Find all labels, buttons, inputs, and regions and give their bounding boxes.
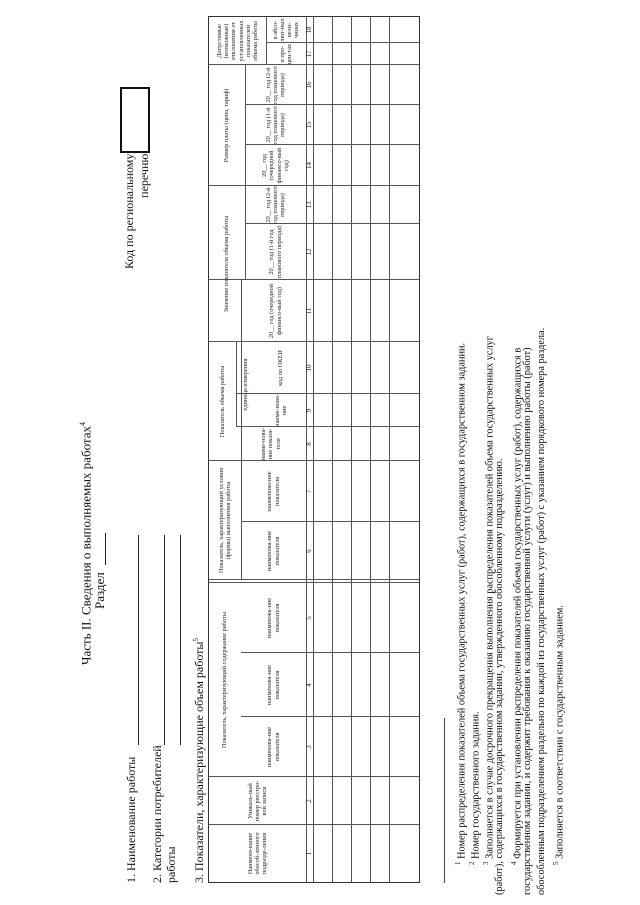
work-volume-table — [208, 16, 420, 883]
consumers-label: 2. Категории потребителей работы — [150, 745, 178, 883]
header-okei-code: код по ОКЕИ — [277, 350, 285, 386]
col-number-6: 6 — [304, 549, 313, 553]
header-subdivision-name: Наимено-вание обособ-ленного подразде-ления — [246, 832, 269, 875]
header-volume-indicator: Показатель объема работы — [218, 365, 226, 438]
col-number-12: 12 — [304, 248, 313, 256]
col-number-17: 17 — [304, 50, 313, 58]
col-number-2: 2 — [304, 799, 313, 803]
col-number-3: 3 — [304, 745, 313, 749]
header-deviations: Допустимые (возможные) отклонения от установленных показателей объема работы — [216, 20, 259, 62]
header-conditions-indicator: Показатель, характеризующий условия (формы) выполнения работы — [217, 468, 232, 573]
footnote-4: $^4$ Формируется при установлении распределения показателей объема государственных услуг (работ), содержащихся в — [510, 347, 524, 865]
header-deviation-percent: в про-цен-тах — [278, 43, 293, 65]
header-unique-number: Уникаль-ный номер реестро-вой записи — [246, 780, 269, 822]
consumers-line-1[interactable] — [164, 535, 165, 745]
footnote-5: $^5$ Заполняется в соответствии с государственным заданием. — [552, 605, 566, 865]
part-title: Часть II. Сведения о выполняемых работах$^4$ — [78, 421, 94, 665]
table-row[interactable] — [389, 17, 418, 882]
header-conditions-name-1: наименова-ние показателя — [266, 530, 281, 572]
header-unit-name: наиме-нова-ние — [273, 394, 288, 427]
work-name-label: 1. Наименование работы — [124, 756, 138, 883]
header-content-indicator: Показатель, характеризующий содержание работы — [221, 612, 229, 748]
consumers-line-2[interactable] — [180, 535, 181, 745]
footnotes — [452, 0, 612, 905]
footnote-3: $^3$ Заполняется в случае досрочного прекращения выполнения распределения показателей объема государственных услуг — [482, 335, 496, 865]
col-number-10: 10 — [304, 364, 313, 372]
col-number-11: 11 — [304, 307, 313, 315]
table-row[interactable] — [313, 17, 332, 882]
col-number-4: 4 — [304, 683, 313, 687]
header-volume-name: наиме-нова-ние показа-теля — [260, 427, 282, 461]
section-label: Раздел — [92, 572, 107, 609]
code-label: Код по региональному перечню — [122, 153, 151, 269]
col-number-1: 1 — [304, 851, 313, 856]
table-row[interactable] — [332, 17, 351, 882]
footnote-4-cont-1: государственном задании, и содержит требования к оказанию государственной услуги (услуг) и выполнению работы (работ) — [522, 347, 533, 895]
regional-code-box[interactable] — [120, 87, 150, 153]
header-deviation-absolute: в абсо-лют-ных вели-чинах — [271, 18, 301, 42]
col-number-15: 15 — [304, 121, 313, 129]
col-number-18: 18 — [304, 26, 313, 34]
header-price: Размер платы (цена, тариф) — [223, 88, 231, 163]
col-number-9: 9 — [304, 408, 313, 413]
work-name-line[interactable] — [138, 535, 139, 745]
footnote-3-cont: (работ), содержащихся в государственном задании, утвержденного обособленному подразделению. — [494, 458, 505, 895]
header-value-year-2: 20__ год (2-й год планового периода) — [264, 186, 287, 224]
header-conditions-name-2: наименова-ние показателя — [266, 471, 281, 512]
section-number-line — [105, 533, 106, 565]
col-number-14: 14 — [304, 162, 313, 169]
header-value-year-1: 20__ год (1-й год планового периода) — [268, 225, 283, 279]
footnote-separator — [444, 718, 445, 883]
header-price-year-2: 20__ год (2-й год планового периода) — [264, 66, 287, 104]
footnote-1: $^1$ Номер распределения показателей объема государственных услуг (работ), содержащихся в государственном задании. — [454, 342, 468, 865]
footnote-2: $^2$ Номер государственного задания. — [468, 711, 482, 865]
footnote-4-cont-2: обособленным подразделением раздельно по каждой из государственных услуг (работ) с указанием порядкового номера раздела. — [536, 327, 547, 895]
col-number-16: 16 — [304, 81, 313, 89]
col-number-7: 7 — [304, 489, 313, 494]
col-number-8: 8 — [304, 442, 313, 446]
header-price-year-current: 20__ год (очередной финансо-вый год) — [261, 147, 290, 184]
header-value-year-current: 20__ год (очередной финансо-вый год) — [268, 283, 283, 339]
header-price-year-1: 20__ год (1-й год планового периода) — [264, 106, 287, 144]
header-content-name-1: наименова-ние показателя — [266, 726, 281, 768]
header-content-name-3: наименова-ние показателя — [266, 597, 281, 639]
col-number-5: 5 — [304, 616, 313, 620]
col-number-13: 13 — [304, 201, 313, 209]
header-content-name-2: наименова-ние показателя — [266, 664, 281, 706]
header-unit: единица измерения — [242, 358, 250, 411]
table-row[interactable] — [351, 17, 370, 882]
indicators-title: 3. Показатели, характеризующие объем работы$^5$ — [192, 638, 206, 883]
header-volume-value: Значение показателя объема работы — [223, 215, 231, 313]
table-row[interactable] — [370, 17, 389, 882]
